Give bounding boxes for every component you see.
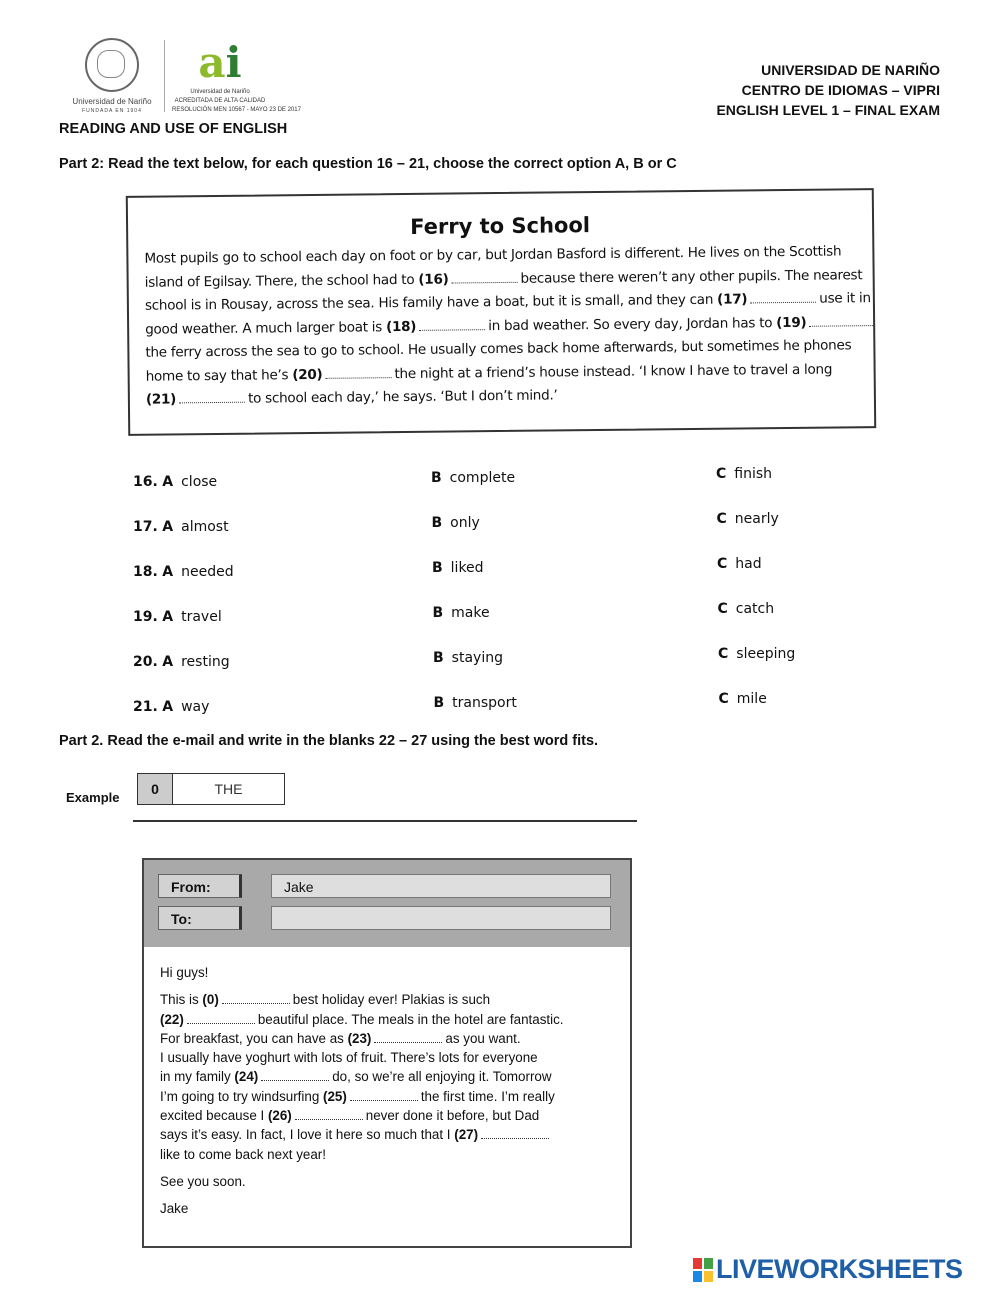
- option-text: only: [450, 515, 480, 531]
- question-number: (18): [385, 318, 417, 335]
- question-number: (17): [717, 291, 748, 308]
- answer-blank[interactable]: [750, 292, 816, 304]
- text-line: [160, 1048, 630, 1067]
- question-number: (26): [267, 1108, 292, 1124]
- question-number: 21.: [133, 699, 158, 715]
- logo-right-sub1: ACREDITADA DE ALTA CALIDAD: [174, 98, 266, 104]
- option-letter: B: [431, 515, 443, 531]
- option-text: needed: [181, 564, 234, 580]
- section-title: READING AND USE OF ENGLISH: [59, 121, 288, 137]
- option-letter: A: [162, 609, 174, 625]
- option-16-a[interactable]: [133, 474, 217, 490]
- text-line: [160, 1125, 630, 1144]
- option-letter: C: [718, 646, 729, 662]
- answer-blank[interactable]: [222, 994, 290, 1004]
- header-line: CENTRO DE IDIOMAS – VIPRI: [741, 82, 940, 98]
- answer-blank[interactable]: [295, 1110, 363, 1120]
- question-number: (16): [418, 271, 449, 288]
- answer-blank[interactable]: [350, 1091, 418, 1101]
- option-20-a[interactable]: [133, 654, 230, 670]
- line-text: island of Egilsay. There, the school had to: [144, 271, 419, 291]
- option-17-a[interactable]: [133, 519, 229, 535]
- option-18-a[interactable]: [133, 564, 234, 580]
- line-text: the first time. I’m really: [420, 1088, 555, 1104]
- line-text: in bad weather. So every day, Jordan has to: [488, 314, 777, 334]
- line-text: use it in: [819, 290, 871, 307]
- liveworksheets-watermark: [693, 1254, 963, 1285]
- example-answer: THE: [214, 781, 243, 797]
- answer-blank[interactable]: [261, 1071, 329, 1081]
- option-letter: C: [716, 466, 727, 482]
- email-header: [144, 860, 630, 947]
- language-center-logo: [172, 38, 301, 115]
- line-text: in my family: [160, 1069, 235, 1085]
- logo-right-name: Universidad de Nariño: [190, 89, 250, 95]
- line-text: says it’s easy. In fact, I love it here so much that I: [160, 1127, 455, 1143]
- option-text: travel: [181, 609, 222, 625]
- option-letter: B: [433, 695, 445, 711]
- question-number: (23): [347, 1030, 372, 1046]
- option-18-b[interactable]: [432, 560, 484, 576]
- line-text: best holiday ever! Plakias is such: [292, 992, 491, 1008]
- reading-passage: [126, 188, 876, 436]
- option-17-c[interactable]: [717, 511, 779, 527]
- question-number: (22): [160, 1011, 184, 1027]
- example-number: 0: [138, 774, 173, 804]
- line-text: as you want.: [445, 1030, 521, 1046]
- header-line: ENGLISH LEVEL 1 – FINAL EXAM: [716, 102, 940, 118]
- logo-divider: [164, 40, 165, 112]
- passage-body: [128, 240, 874, 412]
- option-19-b[interactable]: [433, 605, 490, 621]
- option-text: mile: [736, 691, 767, 707]
- option-16-c[interactable]: [716, 466, 772, 482]
- line-text: because there weren’t any other pupils. The nearest: [520, 266, 863, 287]
- answer-blank[interactable]: [187, 1014, 255, 1024]
- line-text: For breakfast, you can have as: [160, 1030, 348, 1046]
- answer-blank[interactable]: [481, 1129, 549, 1139]
- example-box: [137, 773, 285, 805]
- option-letter: C: [717, 556, 728, 572]
- part2b-instruction: Part 2. Read the e-mail and write in the blanks 22 – 27 using the best word fits.: [59, 733, 599, 749]
- email-box: [142, 858, 632, 1248]
- text-line: [160, 1029, 630, 1048]
- from-label: From:: [158, 874, 242, 898]
- line-text: do, so we’re all enjoying it. Tomorrow: [332, 1069, 552, 1085]
- logo-right-sub2: RESOLUCIÓN MEN 10567 - MAYO 23 DE 2017: [172, 107, 301, 113]
- option-text: sleeping: [736, 646, 796, 662]
- question-number: 19.: [133, 609, 158, 625]
- option-text: complete: [449, 470, 516, 486]
- option-letter: B: [433, 650, 444, 666]
- line-text: the ferry across the sea to go to school. He usually comes back home afterwards, but sometimes he phones: [145, 337, 852, 361]
- question-number: (25): [323, 1088, 347, 1104]
- option-text: way: [181, 699, 210, 715]
- part2a-instruction: Part 2: Read the text below, for each question 16 – 21, choose the correct option A, B or C: [59, 156, 677, 172]
- option-20-c[interactable]: [718, 646, 795, 662]
- line-text: I’m going to try windsurfing: [160, 1088, 323, 1104]
- university-seal-logo: [62, 38, 162, 115]
- line-text: home to say that he’s: [145, 366, 293, 385]
- option-text: nearly: [734, 511, 779, 527]
- option-text: almost: [181, 519, 229, 535]
- option-text: resting: [181, 654, 230, 670]
- question-number: 20.: [133, 654, 158, 670]
- ai-logo-mark: ai: [198, 38, 242, 87]
- text-line: [160, 1067, 630, 1086]
- email-body: [144, 947, 630, 1219]
- option-16-b[interactable]: [431, 470, 515, 486]
- icon-square: [693, 1271, 702, 1282]
- liveworksheets-icon: [693, 1258, 713, 1282]
- email-signature: Jake: [160, 1201, 189, 1217]
- option-letter: A: [162, 699, 174, 715]
- question-number: 18.: [133, 564, 158, 580]
- line-text: I usually have yoghurt with lots of fruit. There’s lots for everyone: [160, 1050, 538, 1066]
- line-text: excited because I: [160, 1108, 268, 1124]
- option-letter: A: [162, 654, 174, 670]
- answer-blank[interactable]: [809, 315, 875, 327]
- option-letter: B: [432, 560, 443, 576]
- text-line: [160, 1010, 630, 1029]
- option-20-b[interactable]: [433, 650, 503, 666]
- text-line: [160, 990, 630, 1009]
- email-greeting: Hi guys!: [160, 965, 209, 980]
- option-21-a[interactable]: [133, 699, 209, 715]
- option-text: liked: [450, 560, 484, 576]
- option-text: had: [735, 556, 762, 572]
- text-line: [160, 1145, 630, 1164]
- answer-blank[interactable]: [325, 367, 391, 379]
- seal-icon: [85, 38, 139, 92]
- line-text: good weather. A much larger boat is: [145, 318, 387, 338]
- icon-square: [693, 1258, 702, 1269]
- to-field: [271, 906, 611, 930]
- text-line: [160, 1087, 630, 1106]
- question-number: (20): [292, 366, 323, 383]
- answer-blank[interactable]: [374, 1033, 442, 1043]
- question-number: (24): [234, 1069, 259, 1085]
- line-text: school is in Rousay, across the sea. His family have a boat, but it is small, and they can: [144, 291, 718, 314]
- option-letter: A: [162, 474, 174, 490]
- answer-blank[interactable]: [451, 271, 517, 283]
- option-text: catch: [735, 601, 775, 617]
- option-text: staying: [451, 650, 503, 666]
- option-text: close: [181, 474, 218, 490]
- icon-square: [704, 1271, 713, 1282]
- option-letter: C: [718, 691, 729, 707]
- option-letter: C: [716, 511, 727, 527]
- line-text: the night at a friend’s house instead. ‘I know I have to travel a long: [394, 361, 833, 382]
- option-letter: B: [431, 470, 442, 486]
- question-number: 16.: [133, 474, 158, 490]
- logo-left-sub: FUNDADA EN 1904: [82, 108, 142, 114]
- answer-blank[interactable]: [419, 319, 485, 331]
- option-17-b[interactable]: [432, 515, 480, 531]
- exam-header: [716, 60, 940, 120]
- question-number: 17.: [133, 519, 158, 535]
- option-text: make: [451, 605, 490, 621]
- logo-left-name: Universidad de Nariño: [72, 97, 152, 106]
- question-number: (27): [454, 1127, 479, 1143]
- divider-line: [133, 820, 637, 822]
- option-letter: A: [162, 519, 174, 535]
- text-line: [160, 1106, 630, 1125]
- line-text: This is: [160, 992, 203, 1008]
- example-label: Example: [66, 790, 120, 805]
- header-line: UNIVERSIDAD DE NARIÑO: [761, 62, 940, 78]
- option-21-b[interactable]: [434, 695, 517, 711]
- from-field: Jake: [271, 874, 611, 898]
- option-text: finish: [734, 466, 773, 482]
- passage-title: Ferry to School: [410, 213, 591, 239]
- option-19-c[interactable]: [718, 601, 775, 617]
- option-21-c[interactable]: [719, 691, 767, 707]
- line-text: to school each day,’ he says. ‘But I don’t mind.’: [247, 387, 558, 407]
- option-18-c[interactable]: [717, 556, 762, 572]
- icon-square: [704, 1258, 713, 1269]
- option-text: transport: [452, 695, 517, 711]
- option-letter: B: [432, 605, 444, 621]
- email-closing: See you soon.: [160, 1173, 246, 1189]
- line-text: beautiful place. The meals in the hotel are fantastic.: [257, 1011, 564, 1027]
- line-text: like to come back next year!: [160, 1146, 326, 1162]
- answer-blank[interactable]: [179, 392, 245, 404]
- line-text: never done it before, but Dad: [365, 1108, 540, 1124]
- line-text: Most pupils go to school each day on foot or by car, but Jordan Basford is different. He lives on the Scottish: [144, 243, 842, 267]
- option-19-a[interactable]: [133, 609, 222, 625]
- watermark-text: LIVEWORKSHEETS: [716, 1254, 963, 1284]
- question-number: (21): [145, 391, 177, 408]
- question-number: (19): [776, 314, 807, 331]
- to-label: To:: [158, 906, 242, 930]
- option-letter: C: [717, 601, 728, 617]
- option-letter: A: [162, 564, 174, 580]
- question-number: (0): [202, 992, 219, 1008]
